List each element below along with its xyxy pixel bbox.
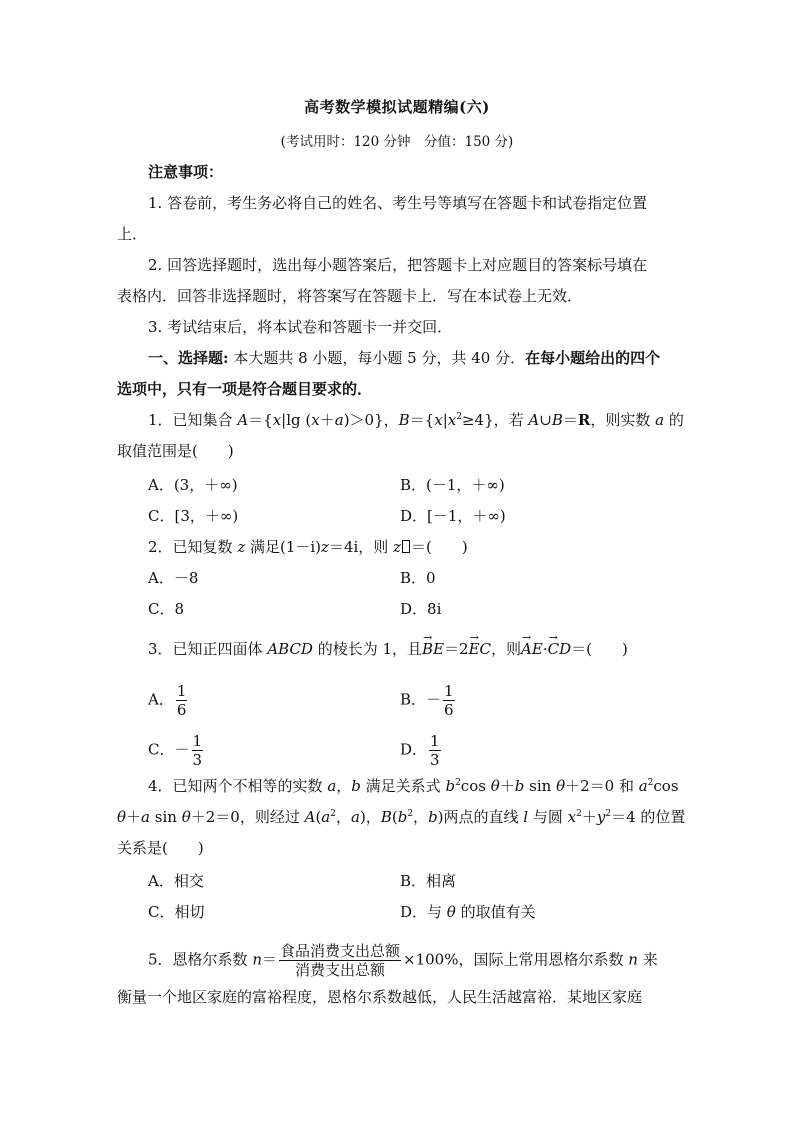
q4-option-a[interactable]: A．相交 [148,872,204,890]
exam-info: (考试用时：120 分钟 分值：150 分) [280,134,514,150]
q2-option-b[interactable]: B．0 [400,569,436,587]
q4-option-b[interactable]: B．相离 [400,872,457,890]
q1-stem-line-1: 1．已知集合 A＝{x|lg (x＋a)＞0}，$B=\{x|x^2\ge 4\}$，若 A∪B＝R，则实数 a 的 [148,411,684,429]
q3-option-c[interactable]: C．－ $\frac{1}{3}$ [148,732,203,769]
vector-cd: → CD [548,638,572,660]
q2-stem: 2．已知复数 z 满足(1－i)z＝4i，则 z ＝( ) [148,538,468,556]
q4-stem-line-3: 关系是( ) [117,839,204,857]
q5-stem-line-2: 衡量一个地区家庭的富裕程度，恩格尔系数越低，人民生活越富裕．某地区家庭 [117,988,643,1006]
q2-option-c[interactable]: C．8 [148,600,185,618]
q4-option-c[interactable]: C．相切 [148,903,205,921]
q5-stem-line-1: 5．恩格尔系数 n＝ $\frac{\text{食品消费支出总额}}{\text{消费支出总额}}$ ×100%，国际上常用恩格尔系数 n 来 [148,942,658,979]
vector-ec: → EC [469,638,491,660]
section-text: 本大题共 8 小题，每小题 5 分，共 40 分． [228,349,526,367]
q3-option-b[interactable]: B．－ $\frac{1}{6}$ [400,682,454,719]
note-2-line-1: 2. 回答选择题时，选出每小题答案后，把答题卡上对应题目的答案标号填在 [148,256,648,274]
note-2-line-2: 表格内．回答非选择题时，将答案写在答题卡上．写在本试卷上无效． [117,287,583,305]
q4-option-d[interactable]: D．与 θ 的取值有关 [400,903,536,921]
section-heading-line-2: 选项中，只有一项是符合题目要求的． [117,380,373,398]
conjugate-placeholder-icon [402,540,410,553]
q1-option-d[interactable]: D．[－1，＋∞) [400,507,506,525]
q1-option-b[interactable]: B．(－1，＋∞) [400,476,505,494]
q3-option-d[interactable]: D． $\frac{1}{3}$ [400,732,440,769]
vector-be: → BE [422,638,444,660]
q2-option-a[interactable]: A．－8 [148,569,199,587]
q1-option-a[interactable]: A．(3，＋∞) [148,476,238,494]
page-title: 高考数学模拟试题精编(六) [304,98,490,116]
section-text-bold: 在每小题给出的四个 [525,349,661,367]
q4-stem-line-2: θ＋a sin θ＋2＝0，则经过 $A(a^2$，a)，$B(b^2$，b)两点的直线 l 与圆 $x^2+y^2=4$ 的位置 [117,808,686,826]
q3-option-a[interactable]: A． $\frac{1}{6}$ [148,682,187,719]
note-3: 3. 考试结束后，将本试卷和答题卡一并交回． [148,318,453,336]
vector-ae: → AE [521,638,543,660]
q2-option-d[interactable]: D．8i [400,600,442,618]
section-label: 一、选择题: [148,349,229,367]
note-1-line-2: 上． [117,225,148,243]
note-1-line-1: 1. 答卷前，考生务必将自己的姓名、考生号等填写在答题卡和试卷指定位置 [148,194,648,212]
section-heading-line-1 [148,347,713,369]
q4-stem-line-1: 4．已知两个不相等的实数 a，b 满足关系式 $b^2\cos$ θ＋b sin θ＋2＝0 和 $a^2\cos$ [148,777,679,795]
q3-stem: 3．已知正四面体 ABCD 的棱长为 1，且→ BE＝2→ EC，则→ AE·→ CD＝( ) [148,638,713,660]
notes-heading: 注意事项： [148,163,224,181]
q1-option-c[interactable]: C．[3，＋∞) [148,507,239,525]
q1-stem-line-2: 取值范围是( ) [117,442,234,460]
